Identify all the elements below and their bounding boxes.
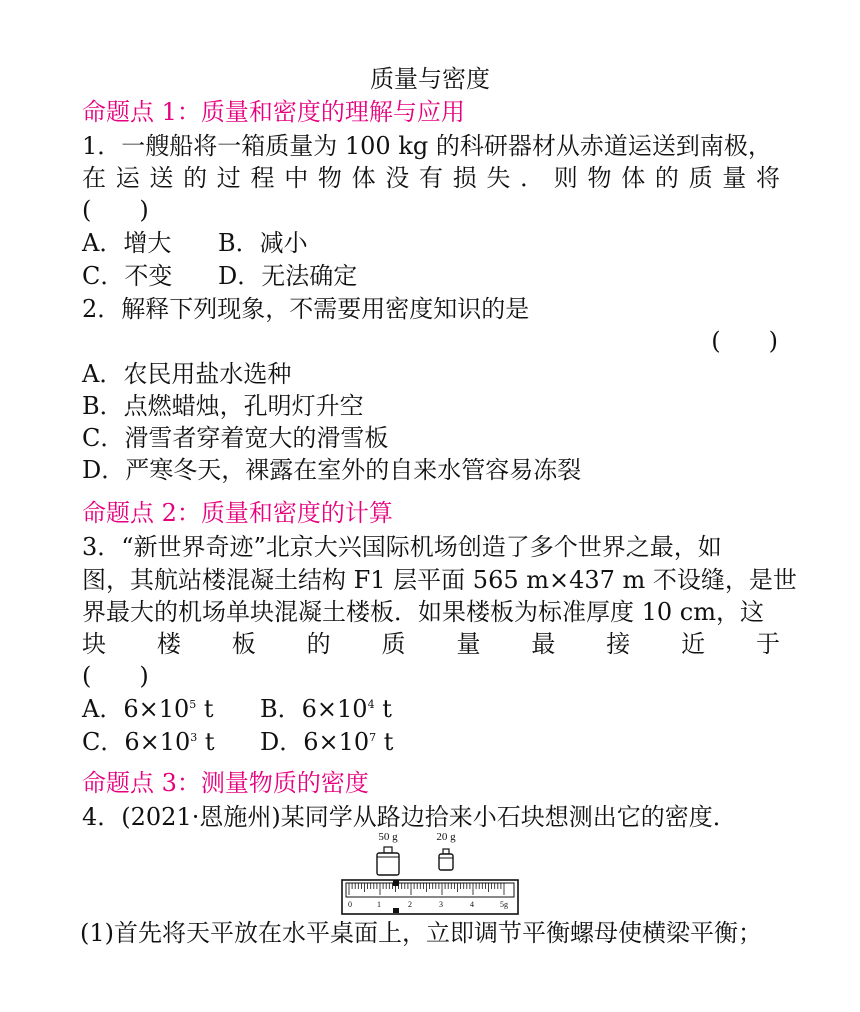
q4-line1: 4．(2021·恩施州)某同学从路边拾来小石块想测出它的密度． bbox=[82, 803, 737, 831]
q3-option-b: B．$6\times 10^4$ t bbox=[260, 695, 392, 723]
section-heading-3: 命题点 3：测量物质的密度 bbox=[82, 769, 369, 797]
q3-option-a-exponent: 5 bbox=[189, 698, 197, 711]
q3-answer-paren: ( ) bbox=[82, 662, 149, 690]
q3-line4: 块楼板的质量最接近于 bbox=[82, 630, 780, 658]
q1-option-a: A．增大 bbox=[82, 229, 172, 257]
rider-marker bbox=[393, 908, 399, 913]
q1-line1: 1．一艘船将一箱质量为 100 kg 的科研器材从赤道运送到南极， bbox=[82, 132, 772, 160]
weight-20g-label: 20 g bbox=[436, 831, 456, 843]
q1-option-c: C．不变 bbox=[82, 262, 173, 290]
balance-weights-figure bbox=[340, 828, 520, 920]
page-title: 质量与密度 bbox=[370, 65, 490, 93]
q3-line1: 3．“新世界奇迹”北京大兴国际机场创造了多个世界之最，如 bbox=[82, 533, 722, 561]
q2-option-c: C．滑雪者穿着宽大的滑雪板 bbox=[82, 424, 389, 452]
balance-beam-scale bbox=[342, 880, 518, 914]
weight-50g bbox=[377, 847, 399, 875]
q2-option-a: A．农民用盐水选种 bbox=[82, 360, 292, 388]
q2-option-d: D．严寒冬天，裸露在室外的自来水管容易冻裂 bbox=[82, 456, 582, 484]
scale-label-2: 2 bbox=[408, 900, 412, 909]
q1-option-b: B．减小 bbox=[218, 229, 308, 257]
beam-pivot-marker bbox=[393, 880, 399, 886]
q3-option-b-exponent: 4 bbox=[367, 698, 375, 711]
scale-label-1: 1 bbox=[377, 900, 381, 909]
weight-50g-label: 50 g bbox=[378, 831, 398, 843]
scale-label-5: 5g bbox=[500, 900, 508, 909]
q2-option-b: B．点燃蜡烛，孔明灯升空 bbox=[82, 392, 364, 420]
q3-option-d-exponent: 7 bbox=[369, 731, 377, 744]
q3-option-a: A．$6\times 10^5$ t bbox=[82, 695, 214, 723]
q1-answer-paren: ( ) bbox=[82, 196, 149, 224]
q2-answer-paren: ( ) bbox=[711, 327, 778, 355]
section-heading-1: 命题点 1：质量和密度的理解与应用 bbox=[82, 98, 465, 126]
q3-option-c-exponent: 3 bbox=[190, 731, 198, 744]
q4-sub1: (1)首先将天平放在水平桌面上，立即调节平衡螺母使横梁平衡； bbox=[80, 919, 762, 947]
q3-line3: 界最大的机场单块混凝土楼板．如果楼板为标准厚度 10 cm，这 bbox=[82, 598, 764, 626]
scale-label-3: 3 bbox=[439, 900, 443, 909]
q1-option-d: D．无法确定 bbox=[218, 262, 358, 290]
q2-line1: 2．解释下列现象，不需要用密度知识的是 bbox=[82, 295, 530, 323]
q3-option-c: C．$6\times 10^3$ t bbox=[82, 728, 215, 756]
scale-label-0: 0 bbox=[348, 900, 352, 909]
scale-label-4: 4 bbox=[470, 900, 474, 909]
weight-20g bbox=[439, 849, 453, 870]
section-heading-2: 命题点 2：质量和密度的计算 bbox=[82, 499, 393, 527]
q3-line2: 图，其航站楼混凝土结构 F1 层平面 565 m×437 m 不设缝，是世 bbox=[82, 566, 797, 594]
q1-line2: 在运送的过程中物体没有损失．则物体的质量将 bbox=[82, 164, 780, 192]
q3-option-d: D．$6\times 10^7$ t bbox=[260, 728, 394, 756]
